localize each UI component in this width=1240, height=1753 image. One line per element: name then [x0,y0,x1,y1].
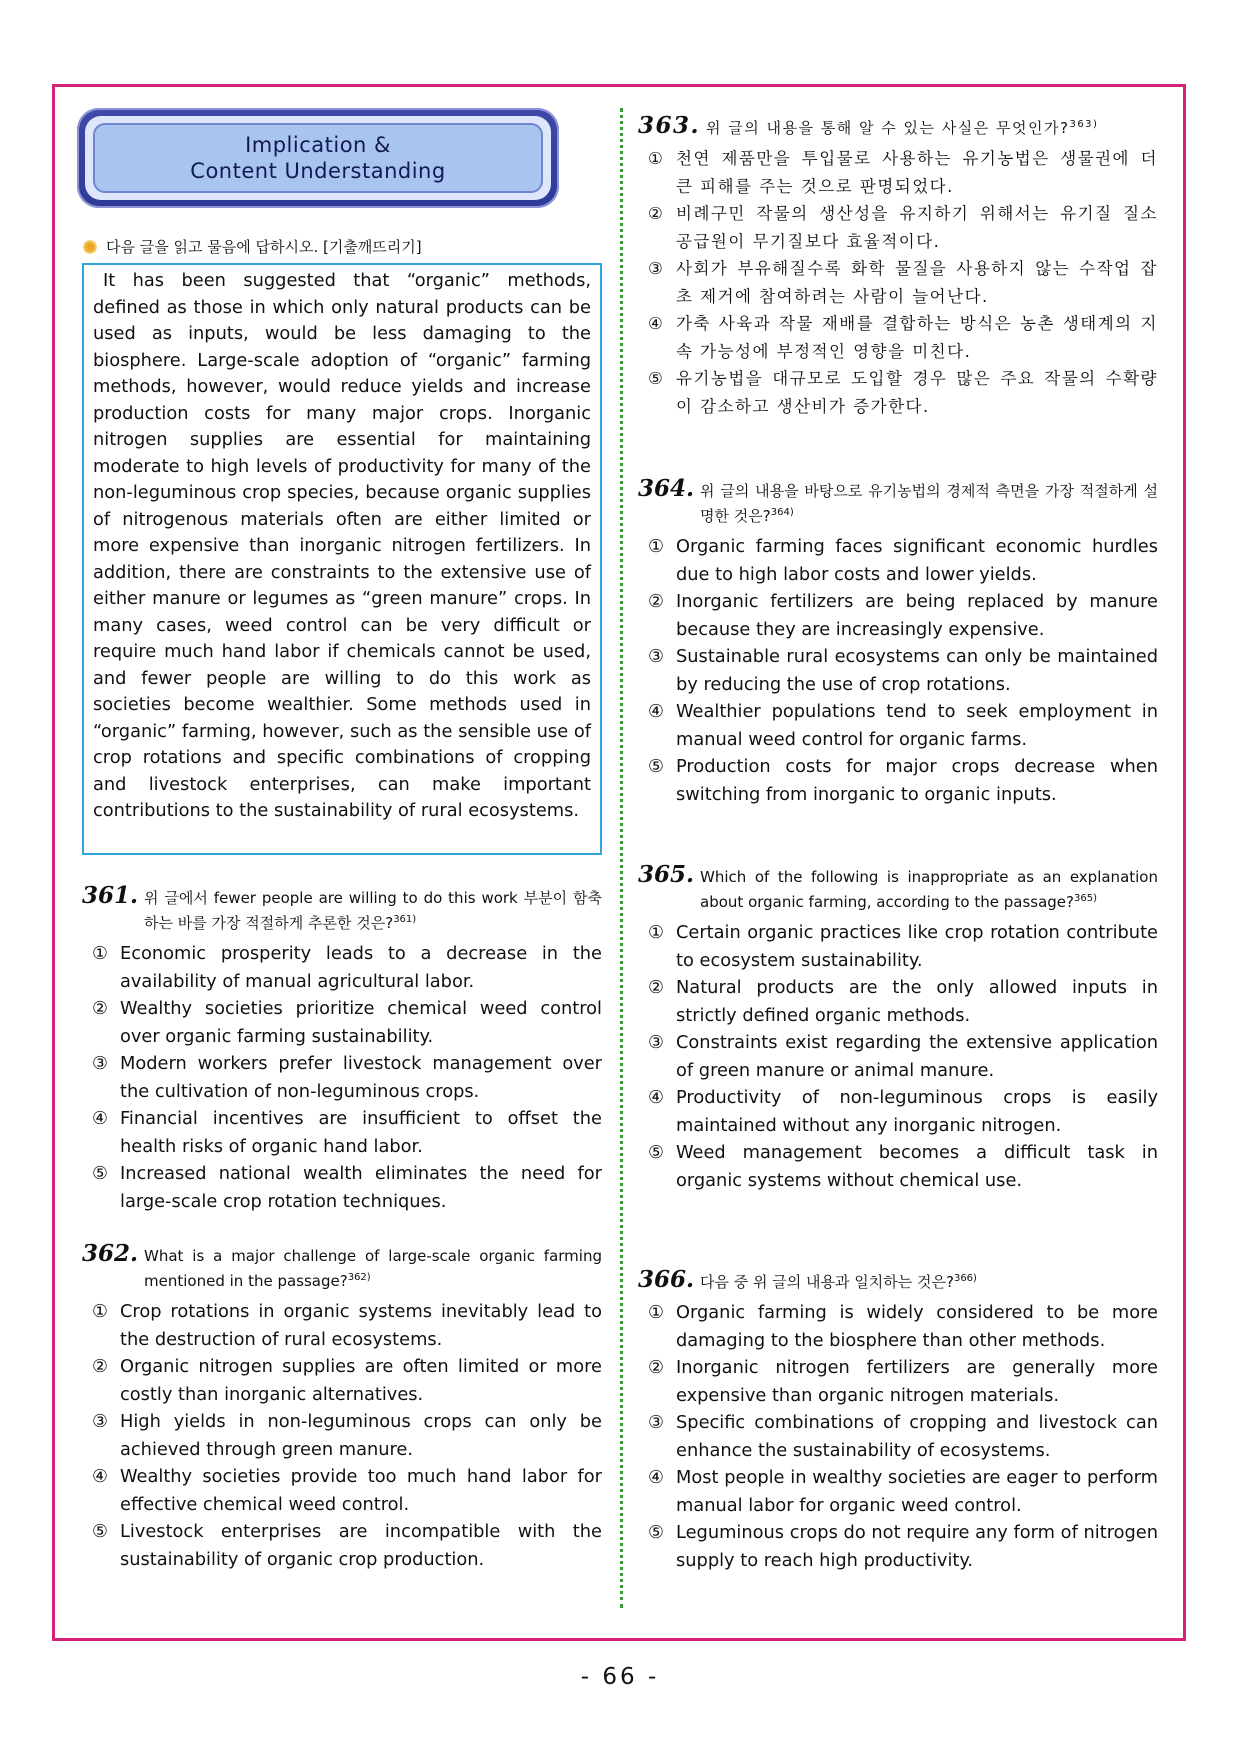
option[interactable]: ① Certain organic practices like crop rotation contribute to ecosystem sustainability. [648,922,1158,971]
option-list [638,919,1158,1194]
option[interactable]: ③ Constraints exist regarding the extensive application of green manure or animal manure. [648,1032,1158,1081]
option[interactable]: ④ Financial incentives are insufficient to offset the health risks of organic hand labor. [92,1108,602,1157]
question-362 [82,1240,602,1573]
option-list [82,1298,602,1573]
question-number: 366. [638,1266,695,1293]
option[interactable]: ⑤ Weed management becomes a difficult task in organic systems without chemical use. [648,1142,1158,1191]
option[interactable]: ③ Specific combinations of cropping and livestock can enhance the sustainability of ecosystems. [648,1412,1158,1461]
question-364 [638,475,1158,808]
option-list [638,533,1158,808]
question-text: 위 글의 내용을 바탕으로 유기농법의 경제적 측면을 가장 적절하게 설명한 것은? [700,482,1158,525]
option[interactable]: ① 천연 제품만을 투입물로 사용하는 유기농법은 생물권에 더 큰 피해를 주는 것으로 판명되었다. [648,149,1158,196]
option[interactable]: ③ Modern workers prefer livestock management over the cultivation of non-leguminous crops. [92,1053,602,1102]
column-divider [620,108,623,1608]
question-text: 위 글의 내용을 통해 알 수 있는 사실은 무엇인가? [706,119,1070,137]
question-number: 362. [82,1240,139,1267]
option[interactable]: ⑤ 유기농법을 대규모로 도입할 경우 많은 주요 작물의 수확량이 감소하고 생산비가 증가한다. [648,369,1158,416]
option-list [638,145,1158,420]
question-text: Which of the following is inappropriate as an explanation about organic farming, according to the passage? [700,868,1158,911]
option[interactable]: ④ 가축 사육과 작물 재배를 결합하는 방식은 농촌 생태계의 지속 가능성에 부정적인 영향을 미친다. [648,314,1158,361]
footnote-ref: 363) [1069,119,1099,130]
question-363 [638,114,1158,420]
option[interactable]: ④ Productivity of non-leguminous crops is easily maintained without any inorganic nitrogen. [648,1087,1158,1136]
option[interactable]: ④ Wealthier populations tend to seek employment in manual weed control for organic farms. [648,701,1158,750]
option[interactable]: ⑤ Livestock enterprises are incompatible with the sustainability of organic crop production. [92,1521,602,1570]
option[interactable]: ⑤ Increased national wealth eliminates the need for large-scale crop rotation techniques. [92,1163,602,1212]
section-title-line2: Content Understanding [190,159,446,183]
question-number: 361. [82,882,139,909]
option-list [638,1299,1158,1574]
option[interactable]: ③ 사회가 부유해질수록 화학 물질을 사용하지 않는 수작업 잡초 제거에 참여하려는 사람이 늘어난다. [648,259,1158,306]
question-365 [638,861,1158,1194]
option[interactable]: ① Economic prosperity leads to a decrease in the availability of manual agricultural labor. [92,943,602,992]
flower-icon [82,239,98,255]
question-text: 다음 중 위 글의 내용과 일치하는 것은? [700,1273,954,1291]
page-number: - 66 - [580,1664,660,1690]
option[interactable]: ② 비례구민 작물의 생산성을 유지하기 위해서는 유기질 질소 공급원이 무기질보다 효율적이다. [648,204,1158,251]
option[interactable]: ② Inorganic nitrogen fertilizers are generally more expensive than organic nitrogen materials. [648,1357,1158,1406]
option[interactable]: ④ Most people in wealthy societies are eager to perform manual labor for organic weed control. [648,1467,1158,1516]
footnote-ref: 362) [347,1272,371,1283]
option[interactable]: ④ Wealthy societies provide too much hand labor for effective chemical weed control. [92,1466,602,1515]
option[interactable]: ③ High yields in non-leguminous crops can only be achieved through green manure. [92,1411,602,1460]
option[interactable]: ① Crop rotations in organic systems inevitably lead to the destruction of rural ecosystems. [92,1301,602,1350]
footnote-ref: 365) [1074,893,1097,904]
option[interactable]: ① Organic farming is widely considered to be more damaging to the biosphere than other methods. [648,1302,1158,1351]
reading-passage: It has been suggested that “organic” methods, defined as those in which only natural products can be used as inputs, would be less damaging to the biosphere. Large-scale adoption of “organic” farming methods, however, would reduce yields and increase production costs for many major crops. Inorganic nitrogen supplies are essential for maintaining moderate to high levels of productivity for many of the non-leguminous crop species, because organic supplies of nitrogenous materials often are either limited or more expensive than inorganic nitrogen fertilizers. In addition, there are constraints to the extensive use of either manure or legumes as “green manure” crops. In many cases, weed control can be very difficult or require much hand labor if chemicals cannot be used, and fewer people are willing to do this work as societies become wealthier. Some methods used in “organic” farming, however, such as the sensible use of crop rotations and specific combinations of cropping and livestock enterprises, can make important contributions to the sustainability of rural ecosystems. [82,263,602,855]
option[interactable]: ② Inorganic fertilizers are being replaced by manure because they are increasingly expensive. [648,591,1158,640]
question-number: 363. [638,112,701,139]
section-badge [77,108,559,208]
question-text: What is a major challenge of large-scale organic farming mentioned in the passage? [144,1247,602,1290]
option-list [82,940,602,1215]
section-title-line1: Implication & [245,133,391,157]
question-361 [82,882,602,1215]
question-366 [638,1268,1158,1574]
option[interactable]: ② Natural products are the only allowed inputs in strictly defined organic methods. [648,977,1158,1026]
footnote-ref: 364) [770,507,794,518]
option[interactable]: ⑤ Production costs for major crops decrease when switching from inorganic to organic inputs. [648,756,1158,805]
option[interactable]: ⑤ Leguminous crops do not require any form of nitrogen supply to reach high productivity. [648,1522,1158,1571]
footnote-ref: 361) [393,914,417,925]
question-text: 위 글에서 fewer people are willing to do this work 부분이 함축하는 바를 가장 적절하게 추론한 것은? [144,889,602,932]
footnote-ref: 366) [953,1273,977,1284]
option[interactable]: ② Organic nitrogen supplies are often limited or more costly than inorganic alternatives. [92,1356,602,1405]
option[interactable]: ③ Sustainable rural ecosystems can only be maintained by reducing the use of crop rotations. [648,646,1158,695]
instruction [82,236,422,257]
question-number: 364. [638,475,695,502]
option[interactable]: ② Wealthy societies prioritize chemical weed control over organic farming sustainability. [92,998,602,1047]
instruction-text: 다음 글을 읽고 물음에 답하시오. [기출깨뜨리기] [106,238,422,256]
question-number: 365. [638,861,695,888]
option[interactable]: ① Organic farming faces significant economic hurdles due to high labor costs and lower yields. [648,536,1158,585]
